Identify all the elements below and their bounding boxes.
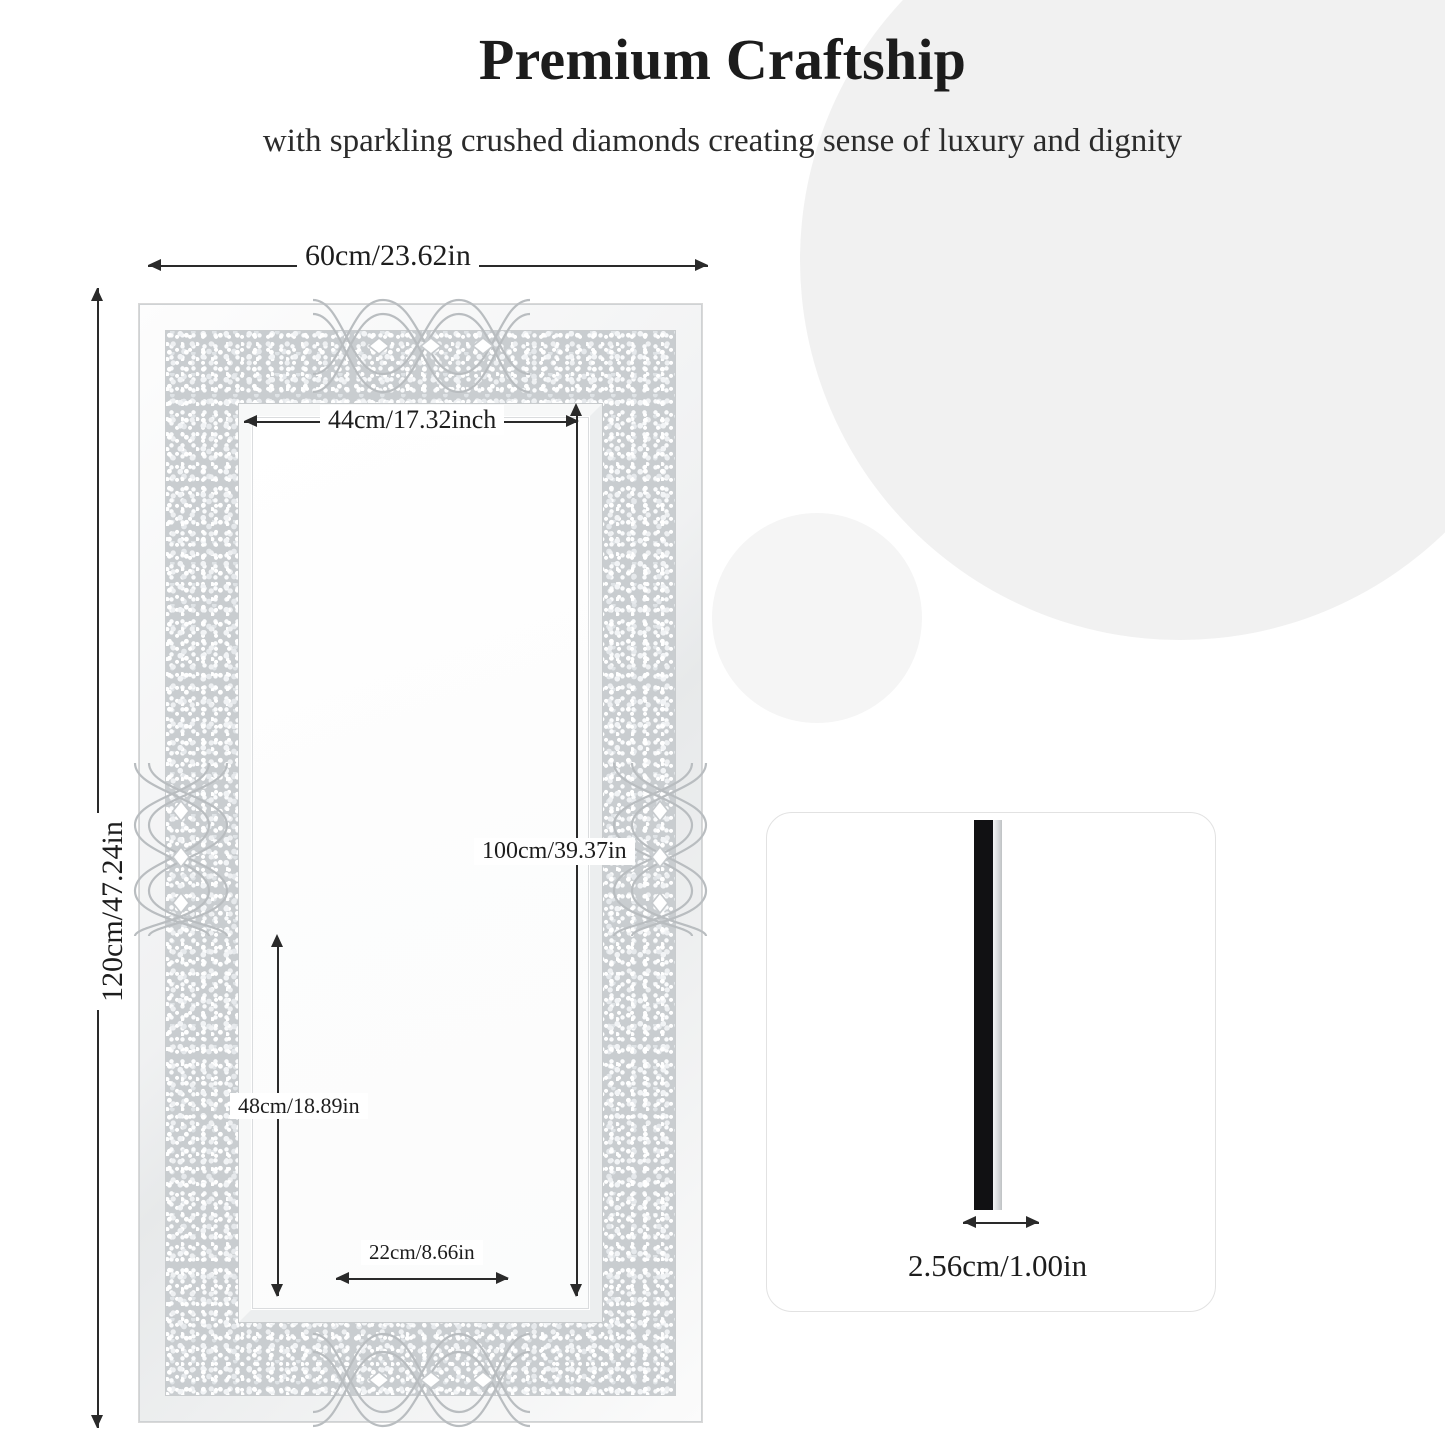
dimension-label-glass-height: 100cm/39.37in [474, 838, 635, 865]
background-blob-large [800, 0, 1445, 640]
page-title: Premium Craftship [478, 27, 967, 92]
mirror-edge-profile [974, 820, 1002, 1210]
dimension-label-inner-height: 48cm/18.89in [230, 1093, 368, 1119]
page-subtitle: with sparkling crushed diamonds creating sense of luxury and dignity [262, 123, 1183, 159]
dimension-label-overall-height: 120cm/47.24in [96, 813, 130, 1010]
edge-dark-side [974, 820, 993, 1210]
dimension-label-overall-width: 60cm/23.62in [297, 239, 479, 273]
edge-mirror-side [993, 820, 1002, 1210]
dimension-label-thickness: 2.56cm/1.00in [908, 1248, 1088, 1283]
dimension-label-inner-width: 22cm/8.66in [361, 1240, 483, 1265]
background-blob-small [712, 513, 922, 723]
dimension-label-glass-width: 44cm/17.32inch [320, 405, 504, 435]
